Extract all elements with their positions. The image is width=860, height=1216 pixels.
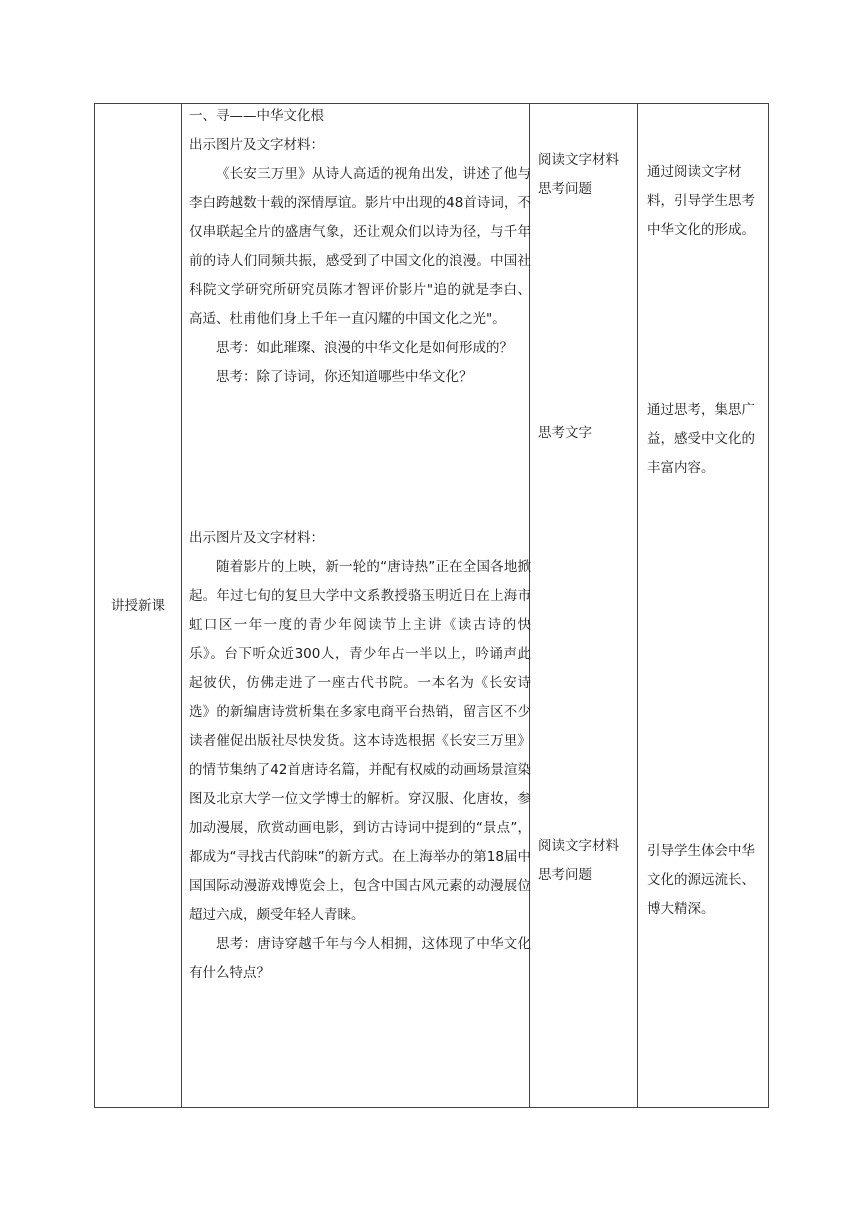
- think-question: 思考：唐诗穿越千年与今人相拥，这体现了中华文化有什么特点？: [189, 936, 531, 981]
- activity-line: 思考文字: [538, 425, 592, 441]
- intent-text: 引导学生体会中华文化的源远流长、博大精深。: [647, 843, 755, 917]
- design-intent-2: [647, 396, 763, 483]
- activity-line: 思考问题: [538, 181, 592, 197]
- design-intent-3: [647, 837, 763, 924]
- show-material-label: 出示图片及文字材料：: [189, 530, 324, 546]
- activity-line: 思考问题: [538, 867, 592, 883]
- student-activity-3: [538, 832, 634, 890]
- show-material-label: 出示图片及文字材料：: [189, 137, 324, 153]
- lesson-plan-table: [94, 103, 769, 1108]
- column-divider: [637, 104, 638, 1107]
- section-title: 一、寻——中华文化根: [189, 108, 324, 124]
- teaching-content-2: [189, 524, 531, 988]
- activity-line: 阅读文字材料: [538, 838, 619, 854]
- material-paragraph: 随着影片的上映，新一轮的“唐诗热”正在全国各地掀起。年过七旬的复旦大学中文系教授骆玉明近日在上海市虹口区一年一度的青少年阅读节上主讲《读古诗的快乐》。台下听众近300人，青少年占一半以上，吟诵声此起彼伏，仿佛走进了一座古代书院。一本名为《长安诗选》的新编唐诗赏析集在多家电商平台热销，留言区不少读者催促出版社尽快发货。这本诗选根据《长安三万里》的情节集纳了42首唐诗名篇，并配有权威的动画场景渲染图及北京大学一位文学博士的解析。穿汉服、化唐妆，参加动漫展，欣赏动画电影，到访古诗词中提到的“景点”，都成为“寻找古代韵味”的新方式。在上海举办的第18届中国国际动漫游戏博览会上，包含中国古风元素的动漫展位超过六成，颇受年轻人青睐。: [189, 559, 531, 923]
- material-paragraph: 《长安三万里》从诗人高适的视角出发，讲述了他与李白跨越数十载的深情厚谊。影片中出现的48首诗词，不仅串联起全片的盛唐气象，还让观众们以诗为径，与千年前的诗人们同频共振，感受到了中国文化的浪漫。中国社科院文学研究所研究员陈才智评价影片"追的就是李白、高适、杜甫他们身上千年一直闪耀的中国文化之光"。: [189, 166, 531, 327]
- activity-line: 阅读文字材料: [538, 152, 619, 168]
- student-activity-2: [538, 419, 634, 448]
- teaching-content: [189, 102, 531, 392]
- think-question: 思考：除了诗词，你还知道哪些中华文化？: [216, 369, 473, 385]
- intent-text: 通过阅读文字材料，引导学生思考中华文化的形成。: [647, 164, 755, 238]
- think-question: 思考：如此璀璨、浪漫的中华文化是如何形成的？: [216, 340, 513, 356]
- student-activity-1: [538, 146, 634, 204]
- column-divider: [181, 104, 182, 1107]
- design-intent-1: [647, 158, 763, 245]
- row-label: 讲授新课: [111, 598, 165, 614]
- intent-text: 通过思考，集思广益，感受中文化的丰富内容。: [647, 402, 755, 476]
